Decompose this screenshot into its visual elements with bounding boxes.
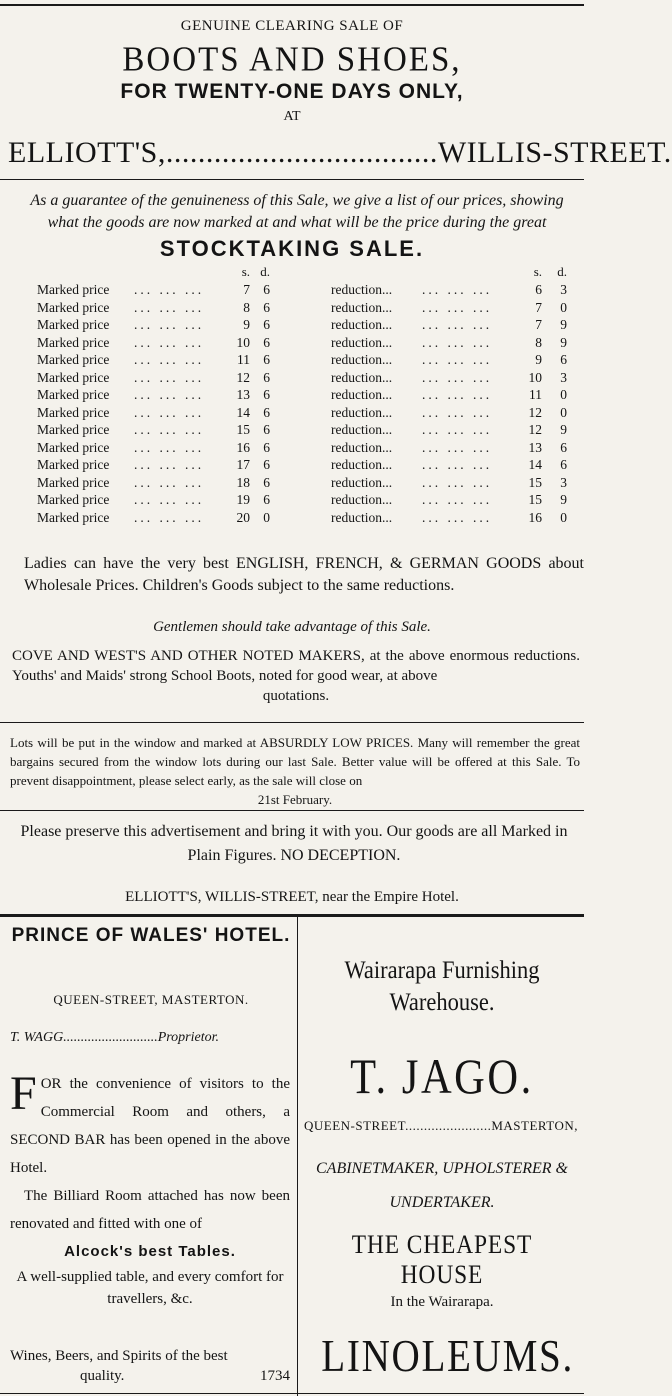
marked-shillings: 17 <box>236 457 250 472</box>
leader-dots: ... ... ... <box>134 282 205 297</box>
sale-signature: ELLIOTT'S, WILLIS-STREET, near the Empire Hotel. <box>125 889 459 905</box>
reduced-shillings: 7 <box>535 299 542 315</box>
reduction-label: reduction... <box>331 492 393 507</box>
leader-dots: ... ... ... <box>422 387 493 402</box>
reduction-label: reduction... <box>331 474 393 490</box>
marked-price-label: Marked price <box>37 422 110 437</box>
sale-headline: BOOTS AND SHOES, <box>122 41 462 79</box>
marked-price-label: Marked price <box>37 387 110 402</box>
hotel-title: PRINCE OF WALES' HOTEL. <box>11 925 291 946</box>
leader-dots: ... ... ... <box>422 457 493 472</box>
hotel-address: QUEEN-STREET, MASTERTON. <box>53 992 249 1007</box>
leader-dots: ... ... ... <box>134 334 205 350</box>
price-row <box>0 316 584 334</box>
drop-cap: F <box>10 1067 37 1120</box>
linoleums-heading: LINOLEUMS. <box>321 1330 574 1381</box>
marked-pence: 6 <box>263 422 270 437</box>
price-row <box>0 509 584 527</box>
marked-pence: 6 <box>263 369 270 385</box>
billiard-text <box>10 1182 290 1238</box>
top-rule <box>0 4 584 6</box>
reduced-pence: 0 <box>560 404 567 420</box>
reduced-shillings: 15 <box>528 474 542 490</box>
leader-dots: ... ... ... <box>134 457 205 472</box>
billiard-sentence: The Billiard Room attached has now been renovated and fitted with one of <box>10 1188 290 1232</box>
marked-pence: 6 <box>263 282 270 297</box>
reduction-label: reduction... <box>331 422 393 437</box>
marked-shillings: 9 <box>243 317 250 332</box>
leader-dots: ... ... ... <box>422 439 493 455</box>
sale-at: AT <box>283 109 301 124</box>
reduction-label: reduction... <box>331 334 393 350</box>
price-row <box>0 334 584 352</box>
marked-shillings: 8 <box>243 299 250 315</box>
reduced-pence: 9 <box>560 334 567 350</box>
price-row <box>0 351 584 369</box>
divider <box>0 179 584 180</box>
marked-pence: 6 <box>263 299 270 315</box>
reduced-pence: 9 <box>560 422 567 437</box>
marked-price-label: Marked price <box>37 404 110 420</box>
marked-shillings: 20 <box>236 509 250 525</box>
pence-header: d. <box>260 264 270 279</box>
reduced-pence: 0 <box>560 299 567 315</box>
reduction-label: reduction... <box>331 387 393 402</box>
reduction-pence-header: d. <box>557 264 567 279</box>
reduced-pence: 3 <box>560 369 567 385</box>
marked-pence: 6 <box>263 334 270 350</box>
reduced-shillings: 16 <box>528 509 542 525</box>
marked-shillings: 11 <box>237 352 250 367</box>
ladies-paragraph: Ladies can have the very best ENGLISH, FRENCH, & GERMAN GOODS about Wholesale Prices. Children's Goods subject to the same reductions. <box>24 555 584 594</box>
makers-paragraph <box>12 646 580 706</box>
address-dots: ....................... <box>405 1118 492 1133</box>
in-wairarapa: In the Wairarapa. <box>390 1294 494 1310</box>
price-row <box>0 281 584 299</box>
reduced-pence: 6 <box>560 457 567 472</box>
quality-text: quality. <box>80 1368 125 1384</box>
reduced-pence: 0 <box>560 387 567 402</box>
reduction-label: reduction... <box>331 404 393 420</box>
marked-shillings: 16 <box>236 439 250 455</box>
leader-dots: ... ... ... <box>134 492 205 507</box>
warehouse-address <box>304 1118 580 1134</box>
price-row <box>0 404 584 422</box>
marked-shillings: 7 <box>243 282 250 297</box>
hotel-body-text: OR the convenience of visitors to the Commercial Room and others, a SECOND BAR has been opened in the above Hotel. <box>10 1076 290 1176</box>
gentlemen-line: Gentlemen should take advantage of this Sale. <box>153 619 431 635</box>
leader-dots: ... ... ... <box>134 404 205 420</box>
price-row <box>0 386 584 404</box>
marked-price-label: Marked price <box>37 352 110 367</box>
reduced-pence: 0 <box>560 509 567 525</box>
leader-dots: ... ... ... <box>422 282 493 297</box>
reduced-shillings: 12 <box>528 422 542 437</box>
divider <box>0 810 584 811</box>
leader-dots: ... ... ... <box>422 369 493 385</box>
divider <box>0 722 584 723</box>
marked-shillings: 12 <box>236 369 250 385</box>
marked-pence: 6 <box>263 317 270 332</box>
price-table-header <box>0 263 584 281</box>
price-row <box>0 299 584 317</box>
marked-price-label: Marked price <box>37 299 110 315</box>
reduced-shillings: 7 <box>535 317 542 332</box>
ad-number: 1734 <box>260 1368 290 1384</box>
column-rule <box>297 917 298 1396</box>
price-row <box>0 491 584 509</box>
marked-pence: 6 <box>263 439 270 455</box>
section-rule <box>0 914 584 917</box>
leader-dots: ... ... ... <box>422 317 493 332</box>
reduced-shillings: 8 <box>535 334 542 350</box>
makers-last-line: quotations. <box>262 688 330 704</box>
leader-dots: ... ... ... <box>134 422 205 437</box>
price-row <box>0 439 584 457</box>
marked-price-label: Marked price <box>37 457 110 472</box>
price-row <box>0 369 584 387</box>
hotel-proprietor: T. WAGG...........................Proprietor. <box>10 1030 220 1045</box>
proprietor-name: T. JAGO. <box>350 1048 534 1104</box>
marked-price-label: Marked price <box>37 439 110 455</box>
leader-dots: ... ... ... <box>134 387 205 402</box>
guarantee-text: As a guarantee of the genuineness of this Sale, we give a list of our prices, showing what the goods are now marked at and what will be the price during the great <box>30 192 564 231</box>
leader-dots: ... ... ... <box>422 334 493 350</box>
sale-duration: FOR TWENTY-ONE DAYS ONLY, <box>120 80 464 103</box>
shop-address: ELLIOTT'S,..................................WILLIS-STREET. <box>8 136 672 169</box>
leader-dots: ... ... ... <box>134 369 205 385</box>
reduced-pence: 6 <box>560 439 567 455</box>
reduced-shillings: 6 <box>535 282 542 297</box>
reduced-pence: 3 <box>560 282 567 297</box>
cheapest-house: THE CHEAPEST HOUSE <box>351 1230 533 1289</box>
marked-shillings: 13 <box>236 387 250 402</box>
hotel-body <box>10 1067 290 1310</box>
wines-line-2 <box>10 1366 290 1386</box>
leader-dots: ... ... ... <box>422 474 493 490</box>
reduced-shillings: 11 <box>529 387 542 402</box>
reduction-label: reduction... <box>331 317 393 332</box>
marked-pence: 6 <box>263 387 270 402</box>
leader-dots: ... ... ... <box>422 509 493 525</box>
address-town: MASTERTON, <box>491 1118 579 1133</box>
leader-dots: ... ... ... <box>134 299 205 315</box>
reduced-shillings: 14 <box>528 457 542 472</box>
reduced-pence: 3 <box>560 474 567 490</box>
reduction-label: reduction... <box>331 282 393 297</box>
reduced-shillings: 10 <box>528 369 542 385</box>
lots-text: Lots will be put in the window and marked at ABSURDLY LOW PRICES. Many will remember the great bargains secured from the window lots during our last Sale. Better value will be offered at this Sale. To prevent disappointment, please select early, as the sale will close on <box>10 735 580 788</box>
stocktaking-heading: STOCKTAKING SALE. <box>159 236 425 261</box>
reduced-shillings: 15 <box>528 492 542 507</box>
leader-dots: ... ... ... <box>422 352 493 367</box>
bottom-rule <box>0 1393 584 1394</box>
reduced-pence: 6 <box>560 352 567 367</box>
leader-dots: ... ... ... <box>422 299 493 315</box>
lots-paragraph <box>10 733 580 809</box>
warehouse-title: Wairarapa Furnishing Warehouse. <box>344 957 540 1016</box>
makers-text: COVE AND WEST'S AND OTHER NOTED MAKERS, at the above enormous reductions. Youths' and Maids' strong School Boots, noted for good wear, at above <box>12 648 580 684</box>
leader-dots: ... ... ... <box>422 404 493 420</box>
price-row <box>0 456 584 474</box>
trade-description: CABINETMAKER, UPHOLSTERER & UNDERTAKER. <box>316 1160 568 1211</box>
reduced-shillings: 9 <box>535 352 542 367</box>
marked-price-label: Marked price <box>37 334 110 350</box>
marked-price-label: Marked price <box>37 474 110 490</box>
marked-shillings: 15 <box>236 422 250 437</box>
marked-shillings: 19 <box>236 492 250 507</box>
reduced-pence: 9 <box>560 317 567 332</box>
lots-date: 21st February. <box>257 792 333 807</box>
marked-pence: 6 <box>263 352 270 367</box>
marked-price-label: Marked price <box>37 492 110 507</box>
leader-dots: ... ... ... <box>422 492 493 507</box>
leader-dots: ... ... ... <box>134 317 205 332</box>
marked-pence: 6 <box>263 474 270 490</box>
reduction-label: reduction... <box>331 509 393 525</box>
marked-price-label: Marked price <box>37 317 110 332</box>
reduced-shillings: 12 <box>528 404 542 420</box>
marked-price-label: Marked price <box>37 282 110 297</box>
marked-price-label: Marked price <box>37 509 110 525</box>
marked-shillings: 10 <box>236 334 250 350</box>
reduction-label: reduction... <box>331 457 393 472</box>
marked-shillings: 18 <box>236 474 250 490</box>
reduction-shillings-header: s. <box>533 264 542 279</box>
marked-pence: 0 <box>263 509 270 525</box>
wines-text: Wines, Beers, and Spirits of the best <box>10 1348 228 1364</box>
reduced-shillings: 13 <box>528 439 542 455</box>
address-street: QUEEN-STREET <box>304 1118 406 1133</box>
reduction-label: reduction... <box>331 299 393 315</box>
reduction-label: reduction... <box>331 352 393 367</box>
price-row <box>0 421 584 439</box>
marked-pence: 6 <box>263 457 270 472</box>
marked-price-label: Marked price <box>37 369 110 385</box>
hotel-wines <box>10 1346 290 1386</box>
shillings-header: s. <box>241 264 250 279</box>
marked-pence: 6 <box>263 492 270 507</box>
marked-shillings: 14 <box>236 404 250 420</box>
reduction-label: reduction... <box>331 439 393 455</box>
leader-dots: ... ... ... <box>134 439 205 455</box>
leader-dots: ... ... ... <box>422 422 493 437</box>
leader-dots: ... ... ... <box>134 509 205 525</box>
leader-dots: ... ... ... <box>134 474 205 490</box>
price-row <box>0 474 584 492</box>
preserve-paragraph: Please preserve this advertisement and bring it with you. Our goods are all Marked in Plain Figures. NO DECEPTION. <box>20 823 568 864</box>
leader-dots: ... ... ... <box>134 352 205 367</box>
marked-pence: 6 <box>263 404 270 420</box>
reduced-pence: 9 <box>560 492 567 507</box>
sale-kicker: GENUINE CLEARING SALE OF <box>180 18 404 34</box>
comfort-line: A well-supplied table, and every comfort for travellers, &c. <box>16 1269 284 1307</box>
tables-line: Alcock's best Tables. <box>64 1243 236 1260</box>
reduction-label: reduction... <box>331 369 393 385</box>
